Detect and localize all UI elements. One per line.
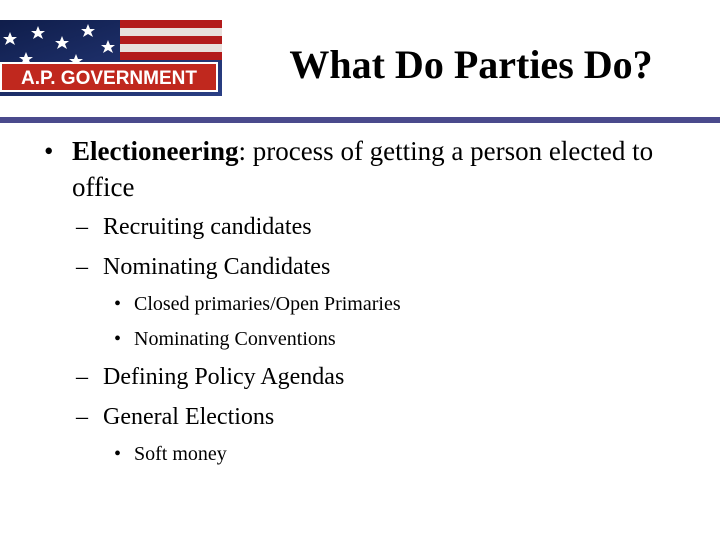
sub-sub-item-soft-money bbox=[0, 437, 720, 472]
dash-marker: – bbox=[76, 404, 88, 430]
bullet-marker: • bbox=[114, 443, 122, 465]
bullet-term: Electioneering bbox=[72, 136, 239, 166]
sub-item-text: General Elections bbox=[103, 404, 275, 430]
sub-item-general-elections bbox=[0, 397, 720, 437]
sub-item-policy-agendas bbox=[0, 357, 720, 397]
bullet-electioneering bbox=[0, 133, 720, 205]
bullet-definition: : process of getting a person elected to office bbox=[72, 136, 654, 202]
slide-body bbox=[0, 133, 720, 472]
title-divider bbox=[0, 117, 720, 123]
sub-sub-item-conventions bbox=[0, 322, 720, 357]
sub-sub-item-text: Soft money bbox=[134, 443, 227, 465]
ap-government-logo bbox=[0, 20, 222, 96]
dash-marker: – bbox=[76, 254, 88, 280]
logo-text: A.P. GOVERNMENT bbox=[21, 68, 197, 89]
bullet-marker: • bbox=[44, 136, 54, 166]
bullet-marker: • bbox=[114, 328, 122, 350]
sub-item-nominating bbox=[0, 247, 720, 287]
dash-marker: – bbox=[76, 214, 88, 240]
sub-sub-item-text: Closed primaries/Open Primaries bbox=[134, 293, 401, 315]
bullet-marker: • bbox=[114, 293, 122, 315]
sub-sub-item-primaries bbox=[0, 287, 720, 322]
slide-title: What Do Parties Do? bbox=[289, 42, 653, 87]
dash-marker: – bbox=[76, 364, 88, 390]
sub-item-recruiting bbox=[0, 207, 720, 247]
sub-item-text: Nominating Candidates bbox=[103, 254, 331, 280]
sub-sub-item-text: Nominating Conventions bbox=[134, 328, 336, 350]
flag-logo-graphic bbox=[0, 20, 222, 96]
sub-item-text: Recruiting candidates bbox=[103, 214, 312, 240]
sub-item-text: Defining Policy Agendas bbox=[103, 364, 345, 390]
